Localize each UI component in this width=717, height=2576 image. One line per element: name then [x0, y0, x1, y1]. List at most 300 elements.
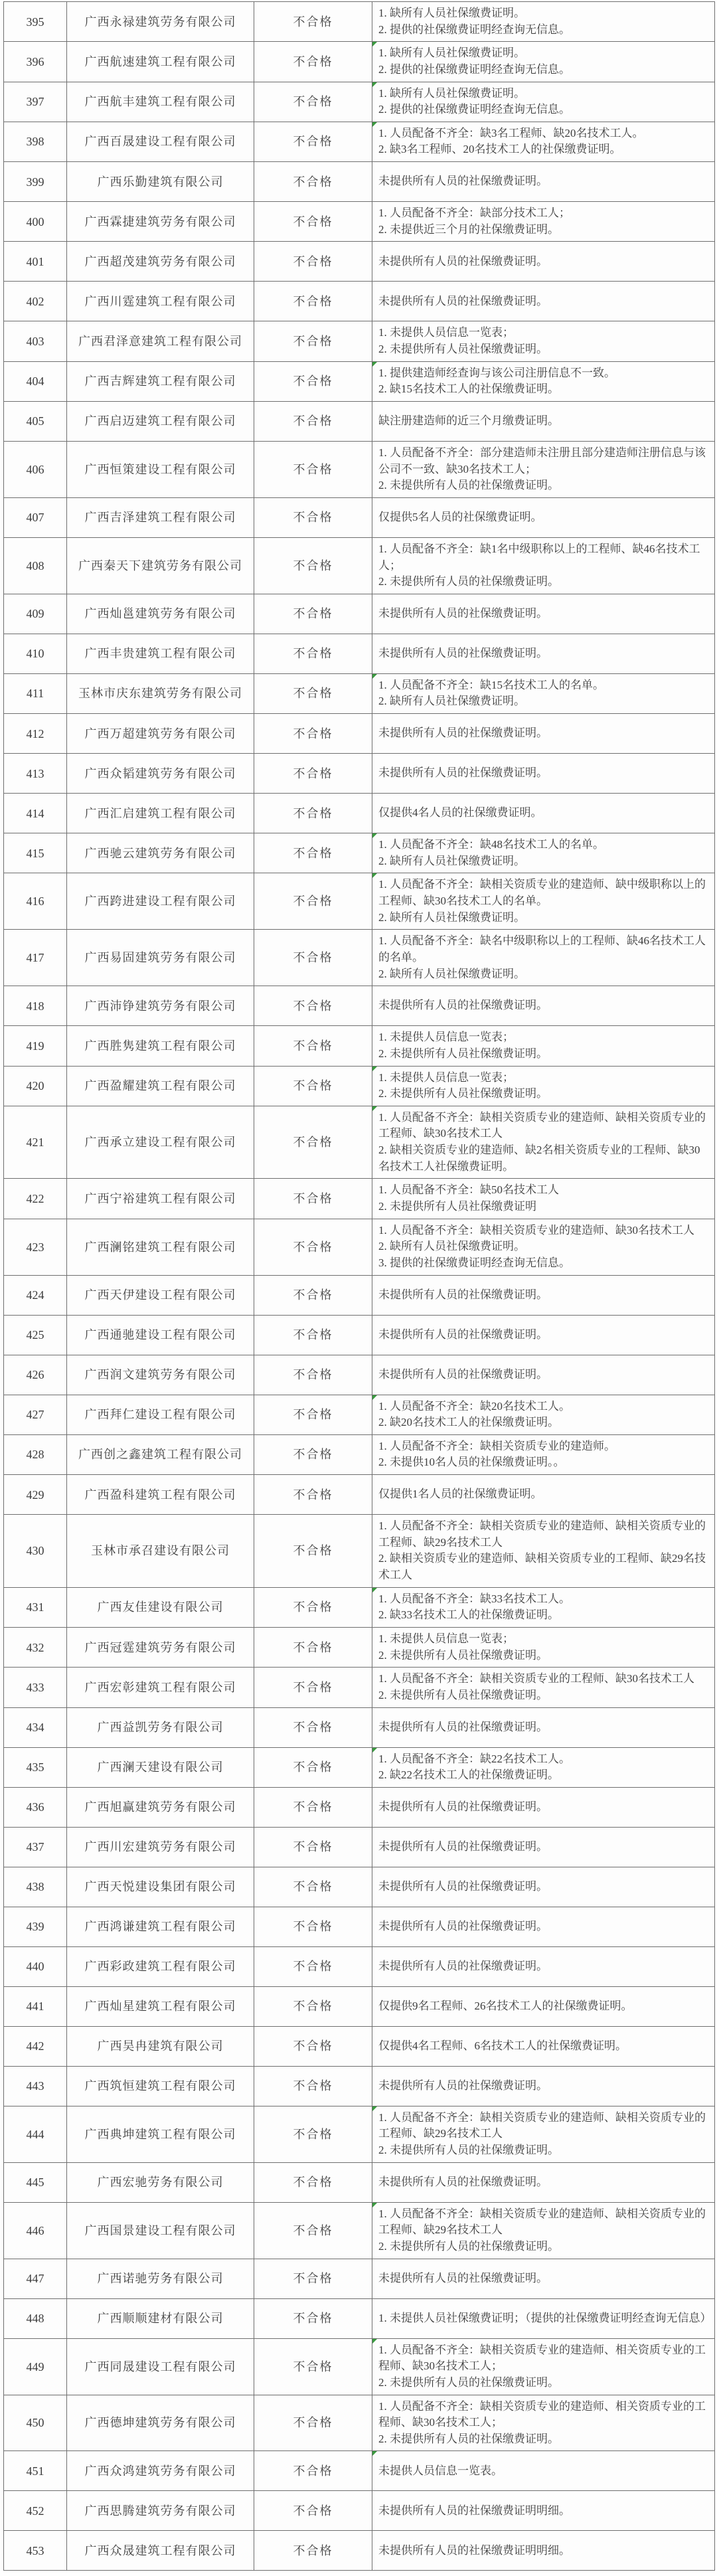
- reason-cell: [372, 2451, 715, 2491]
- company-name-cell: 广西永禄建筑劳务有限公司: [67, 2, 254, 42]
- table-row: [4, 321, 715, 361]
- row-number-cell: 425: [4, 1315, 67, 1355]
- company-name-cell: 广西盈耀建筑工程有限公司: [67, 1066, 254, 1106]
- table-row: [4, 1587, 715, 1627]
- table-row: [4, 1627, 715, 1667]
- status-cell: 不合格: [254, 2491, 372, 2531]
- table-row: [4, 2106, 715, 2162]
- row-number-cell: 404: [4, 361, 67, 401]
- company-name-cell: 广西承立建设工程有限公司: [67, 1106, 254, 1179]
- reason-line: 1. 人员配备不齐全：缺相关资质专业的建造师、缺相关资质专业的工程师、缺30名技术工人: [378, 1110, 706, 1140]
- reason-line: 1. 人员配备不齐全：缺33名技术工人。: [378, 1592, 570, 1605]
- row-number-cell: 442: [4, 2026, 67, 2066]
- reason-line: 3. 提供的社保缴费证明经查询无信息。: [378, 1256, 570, 1269]
- row-number-cell: 432: [4, 1627, 67, 1667]
- status-cell: 不合格: [254, 1434, 372, 1474]
- reason-line: 2. 缺20名技术工人的社保缴费证明。: [378, 1416, 559, 1429]
- reason-line: 2. 未提供所有人员的社保缴费证明。: [378, 2375, 559, 2389]
- reason-line: 1. 人员配备不齐全：缺相关资质专业的建造师、缺相关资质专业的工程师、缺29名技术工人: [378, 1519, 706, 1549]
- reason-cell: [372, 1627, 715, 1667]
- reason-line: 1. 人员配备不齐全：缺名中级职称以上的工程师、缺46名技术工人的名单。: [378, 934, 706, 964]
- status-cell: 不合格: [254, 497, 372, 537]
- company-name-cell: 广西启迈建筑工程有限公司: [67, 401, 254, 441]
- row-number-cell: 413: [4, 754, 67, 794]
- status-cell: 不合格: [254, 537, 372, 594]
- row-number-cell: 403: [4, 321, 67, 361]
- row-number-cell: 449: [4, 2338, 67, 2395]
- status-cell: 不合格: [254, 162, 372, 202]
- reason-line: 未提供所有人员的社保缴费证明。: [378, 1720, 548, 1733]
- table-row: [4, 2395, 715, 2451]
- reason-cell: [372, 794, 715, 833]
- table-row: [4, 1219, 715, 1275]
- status-cell: 不合格: [254, 1827, 372, 1867]
- reason-line: 2. 缺相关资质专业的建造师、缺相关资质专业的工程师、缺29名技术工人: [378, 1552, 706, 1582]
- cell-corner-marker-icon: [372, 122, 377, 127]
- row-number-cell: 444: [4, 2106, 67, 2162]
- table-row: [4, 634, 715, 673]
- table-row: [4, 1867, 715, 1907]
- table-row: [4, 1315, 715, 1355]
- reason-line: 2. 缺所有人员社保缴费证明。: [378, 695, 525, 708]
- reason-cell: [372, 986, 715, 1026]
- status-cell: 不合格: [254, 1986, 372, 2026]
- reason-line: 1. 未提供人员信息一览表；: [378, 1632, 514, 1645]
- table-row: [4, 42, 715, 82]
- status-cell: 不合格: [254, 1315, 372, 1355]
- reason-cell: [372, 2491, 715, 2531]
- status-cell: 不合格: [254, 2298, 372, 2338]
- company-name-cell: 广西众鸿建筑劳务有限公司: [67, 2451, 254, 2491]
- reason-line: 1. 未提供人员社保缴费证明；（提供的社保缴费证明经查询无信息）: [378, 2311, 712, 2324]
- reason-line: 未提供所有人员的社保缴费证明。: [378, 2271, 548, 2284]
- reason-line: 1. 人员配备不齐全：缺15名技术工人的名单。: [378, 678, 604, 691]
- company-name-cell: 广西彩政建筑工程有限公司: [67, 1946, 254, 1986]
- row-number-cell: 397: [4, 82, 67, 122]
- reason-cell: [372, 873, 715, 930]
- row-number-cell: 434: [4, 1707, 67, 1747]
- company-name-cell: 广西宏驰劳务有限公司: [67, 2162, 254, 2202]
- company-name-cell: 广西灿邕建筑劳务有限公司: [67, 594, 254, 634]
- reason-line: 未提供所有人员的社保缴费证明明细。: [378, 2504, 570, 2517]
- row-number-cell: 418: [4, 986, 67, 1026]
- reason-line: 2. 提供的社保缴费证明经查询无信息。: [378, 23, 570, 36]
- reason-line: 未提供所有人员的社保缴费证明。: [378, 1840, 548, 1853]
- reason-line: 未提供所有人员的社保缴费证明。: [378, 1800, 548, 1813]
- company-name-cell: 广西通驰建设工程有限公司: [67, 1315, 254, 1355]
- status-cell: 不合格: [254, 1515, 372, 1588]
- reason-line: 未提供所有人员的社保缴费证明。: [378, 2079, 548, 2092]
- status-cell: 不合格: [254, 1787, 372, 1827]
- row-number-cell: 419: [4, 1026, 67, 1066]
- reason-cell: [372, 441, 715, 497]
- row-number-cell: 402: [4, 282, 67, 321]
- company-name-cell: 广西航丰建筑工程有限公司: [67, 82, 254, 122]
- row-number-cell: 405: [4, 401, 67, 441]
- reason-line: 2. 未提供所有人员的社保缴费证明。: [378, 575, 559, 588]
- table-row: [4, 1668, 715, 1707]
- row-number-cell: 446: [4, 2202, 67, 2259]
- status-cell: 不合格: [254, 754, 372, 794]
- company-name-cell: 广西川霆建筑工程有限公司: [67, 282, 254, 321]
- status-cell: 不合格: [254, 1946, 372, 1986]
- status-cell: 不合格: [254, 2259, 372, 2298]
- company-name-cell: 广西天悦建设集团有限公司: [67, 1867, 254, 1907]
- company-name-cell: 广西国景建设工程有限公司: [67, 2202, 254, 2259]
- row-number-cell: 401: [4, 242, 67, 282]
- status-cell: 不合格: [254, 282, 372, 321]
- row-number-cell: 408: [4, 537, 67, 594]
- row-number-cell: 453: [4, 2531, 67, 2571]
- company-name-cell: 广西汇启建筑工程有限公司: [67, 794, 254, 833]
- reason-cell: [372, 2259, 715, 2298]
- company-name-cell: 广西宏彰建筑工程有限公司: [67, 1668, 254, 1707]
- reason-line: 未提供所有人员的社保缴费证明。: [378, 766, 548, 780]
- row-number-cell: 399: [4, 162, 67, 202]
- company-name-cell: 广西宁裕建筑工程有限公司: [67, 1179, 254, 1219]
- status-cell: 不合格: [254, 1066, 372, 1106]
- reason-line: 2. 未提供所有人员社保缴费证明。: [378, 343, 548, 356]
- reason-line: 1. 人员配备不齐全：缺3名工程师、缺20名技术工人。: [378, 126, 644, 139]
- company-name-cell: 广西昊冉建筑有限公司: [67, 2026, 254, 2066]
- reason-line: 2. 未提供近三个月的社保缴费证明。: [378, 222, 559, 236]
- company-name-cell: 广西万超建筑劳务有限公司: [67, 714, 254, 754]
- company-name-cell: 广西乐勤建筑有限公司: [67, 162, 254, 202]
- status-cell: 不合格: [254, 361, 372, 401]
- table-row: [4, 2, 715, 42]
- cell-corner-marker-icon: [372, 82, 377, 87]
- table-row: [4, 1026, 715, 1066]
- status-cell: 不合格: [254, 1747, 372, 1787]
- table-row: [4, 1515, 715, 1588]
- company-name-cell: 广西超茂建筑劳务有限公司: [67, 242, 254, 282]
- reason-line: 1. 人员配备不齐全：缺相关资质专业的建造师、相关资质专业的工程师、缺30名技术工人；: [378, 2399, 706, 2429]
- cell-corner-marker-icon: [372, 1748, 377, 1753]
- company-name-cell: 广西众韬建筑劳务有限公司: [67, 754, 254, 794]
- row-number-cell: 400: [4, 202, 67, 242]
- reason-cell: [372, 1106, 715, 1179]
- status-cell: 不合格: [254, 873, 372, 930]
- table-row: [4, 1827, 715, 1867]
- reason-line: 1. 人员配备不齐全：缺20名技术工人。: [378, 1399, 570, 1413]
- company-name-cell: 广西润文建筑劳务有限公司: [67, 1355, 254, 1395]
- status-cell: 不合格: [254, 202, 372, 242]
- reason-cell: [372, 2338, 715, 2395]
- reason-cell: [372, 82, 715, 122]
- reason-cell: [372, 2531, 715, 2571]
- status-cell: 不合格: [254, 1627, 372, 1667]
- table-row: [4, 1106, 715, 1179]
- reason-line: 1. 人员配备不齐全：缺50名技术工人: [378, 1183, 559, 1197]
- status-cell: 不合格: [254, 42, 372, 82]
- reason-line: 2. 未提供所有人员的社保缴费证明。: [378, 2144, 559, 2157]
- reason-line: 1. 人员配备不齐全：缺22名技术工人。: [378, 1752, 570, 1765]
- reason-line: 1. 人员配备不齐全：缺相关资质专业的建造师。: [378, 1439, 615, 1452]
- status-cell: 不合格: [254, 673, 372, 713]
- table-row: [4, 2338, 715, 2395]
- reason-cell: [372, 714, 715, 754]
- cell-corner-marker-icon: [372, 1067, 377, 1071]
- status-cell: 不合格: [254, 1668, 372, 1707]
- cell-corner-marker-icon: [372, 2203, 377, 2207]
- reason-line: 2. 未提供所有人员的社保缴费证明。: [378, 479, 559, 492]
- reason-cell: [372, 1219, 715, 1275]
- reason-line: 1. 人员配备不齐全：缺相关资质专业的建造师、缺30名技术工人: [378, 1223, 694, 1237]
- reason-line: 2. 提供的社保缴费证明经查询无信息。: [378, 62, 570, 76]
- company-name-cell: 广西诺驰劳务有限公司: [67, 2259, 254, 2298]
- row-number-cell: 422: [4, 1179, 67, 1219]
- row-number-cell: 452: [4, 2491, 67, 2531]
- status-cell: 不合格: [254, 1867, 372, 1907]
- reason-line: 2. 缺所有人员社保缴费证明。: [378, 854, 525, 867]
- table-row: [4, 1066, 715, 1106]
- reason-cell: [372, 754, 715, 794]
- table-row: [4, 122, 715, 161]
- table-row: [4, 1707, 715, 1747]
- cell-corner-marker-icon: [372, 2106, 377, 2111]
- cell-corner-marker-icon: [372, 42, 377, 46]
- row-number-cell: 411: [4, 673, 67, 713]
- table-row: [4, 401, 715, 441]
- reason-line: 2. 未提供所有人员的社保缴费证明。: [378, 2432, 559, 2445]
- reason-cell: [372, 2162, 715, 2202]
- company-name-cell: 广西川宏建筑劳务有限公司: [67, 1827, 254, 1867]
- table-row: [4, 361, 715, 401]
- company-name-cell: 广西天伊建设工程有限公司: [67, 1275, 254, 1315]
- reason-line: 仅提供1名人员的社保缴费证明。: [378, 1488, 542, 1501]
- row-number-cell: 407: [4, 497, 67, 537]
- reason-line: 未提供所有人员的社保缴费证明。: [378, 1879, 548, 1893]
- status-cell: 不合格: [254, 1219, 372, 1275]
- table-row: [4, 1434, 715, 1474]
- status-cell: 不合格: [254, 1275, 372, 1315]
- reason-cell: [372, 594, 715, 634]
- row-number-cell: 448: [4, 2298, 67, 2338]
- reason-line: 2. 未提供所有人员的社保缴费证明。: [378, 2240, 559, 2253]
- status-cell: 不合格: [254, 794, 372, 833]
- reason-cell: [372, 833, 715, 873]
- reason-line: 2. 缺22名技术工人的社保缴费证明。: [378, 1768, 559, 1782]
- status-cell: 不合格: [254, 1179, 372, 1219]
- reason-cell: [372, 1668, 715, 1707]
- row-number-cell: 415: [4, 833, 67, 873]
- reason-line: 1. 未提供人员信息一览表；: [378, 1071, 514, 1084]
- reason-cell: [372, 401, 715, 441]
- table-row: [4, 2162, 715, 2202]
- reason-cell: [372, 2106, 715, 2162]
- reason-cell: [372, 2026, 715, 2066]
- status-cell: 不合格: [254, 1026, 372, 1066]
- row-number-cell: 426: [4, 1355, 67, 1395]
- reason-line: 1. 人员配备不齐全：缺相关资质专业的工程师、缺30名技术工人: [378, 1672, 694, 1685]
- company-name-cell: 广西众晟建筑工程有限公司: [67, 2531, 254, 2571]
- table-row: [4, 2298, 715, 2338]
- reason-cell: [372, 321, 715, 361]
- company-name-cell: 广西冠霆建筑劳务有限公司: [67, 1627, 254, 1667]
- reason-line: 2. 未提供所有人员社保缴费证明。: [378, 1087, 548, 1100]
- company-name-cell: 广西丰贵建筑工程有限公司: [67, 634, 254, 673]
- reason-cell: [372, 2066, 715, 2106]
- reason-cell: [372, 1747, 715, 1787]
- reason-cell: [372, 1907, 715, 1946]
- company-name-cell: 广西筑恒建筑工程有限公司: [67, 2066, 254, 2106]
- row-number-cell: 450: [4, 2395, 67, 2451]
- reason-line: 未提供所有人员的社保缴费证明。: [378, 727, 548, 740]
- row-number-cell: 436: [4, 1787, 67, 1827]
- status-cell: 不合格: [254, 833, 372, 873]
- table-row: [4, 1179, 715, 1219]
- row-number-cell: 423: [4, 1219, 67, 1275]
- row-number-cell: 443: [4, 2066, 67, 2106]
- cell-corner-marker-icon: [372, 1395, 377, 1400]
- cell-corner-marker-icon: [372, 1588, 377, 1592]
- reason-cell: [372, 42, 715, 82]
- table-row: [4, 282, 715, 321]
- table-row: [4, 82, 715, 122]
- company-name-cell: 广西盈科建筑工程有限公司: [67, 1475, 254, 1515]
- reason-line: 2. 未提供所有人员社保缴费证明。: [378, 1047, 548, 1060]
- reason-line: 仅提供4名工程师、6名技术工人的社保缴费证明。: [378, 2039, 627, 2052]
- reason-line: 2. 缺相关资质专业的建造师、缺2名相关资质专业的工程师、缺30名技术工人社保缴费证明。: [378, 1144, 700, 1173]
- reason-line: 未提供所有人员的社保缴费证明。: [378, 294, 548, 307]
- table-row: [4, 930, 715, 986]
- reason-line: 1. 人员配备不齐全：缺部分技术工人；: [378, 207, 570, 220]
- reason-cell: [372, 634, 715, 673]
- table-row: [4, 497, 715, 537]
- reason-cell: [372, 1587, 715, 1627]
- reason-cell: [372, 1066, 715, 1106]
- reason-cell: [372, 1026, 715, 1066]
- company-name-cell: 广西益凯劳务有限公司: [67, 1707, 254, 1747]
- reason-line: 2. 缺15名技术工人的社保缴费证明。: [378, 383, 559, 396]
- table-row: [4, 673, 715, 713]
- reason-cell: [372, 361, 715, 401]
- company-name-cell: 广西沛铮建筑劳务有限公司: [67, 986, 254, 1026]
- reason-line: 未提供所有人员的社保缴费证明。: [378, 175, 548, 188]
- reason-cell: [372, 930, 715, 986]
- reason-cell: [372, 1434, 715, 1474]
- reason-line: 未提供所有人员的社保缴费证明。: [378, 254, 548, 268]
- cell-corner-marker-icon: [372, 362, 377, 367]
- reason-line: 缺注册建造师的近三个月缴费证明。: [378, 414, 559, 428]
- row-number-cell: 430: [4, 1515, 67, 1588]
- company-name-cell: 广西澜天建设有限公司: [67, 1747, 254, 1787]
- reason-line: 2. 缺所有人员社保缴费证明。: [378, 910, 525, 924]
- company-name-cell: 广西鸿谦建筑工程有限公司: [67, 1907, 254, 1946]
- reason-line: 1. 人员配备不齐全：缺相关资质专业的建造师、缺中级职称以上的工程师、缺30名技术工人的名单。: [378, 878, 706, 908]
- reason-line: 1. 人员配备不齐全：缺1名中级职称以上的工程师、缺46名技术工人；: [378, 542, 700, 572]
- table-row: [4, 873, 715, 930]
- row-number-cell: 441: [4, 1986, 67, 2026]
- reason-line: 未提供所有人员的社保缴费证明。: [378, 1919, 548, 1932]
- company-name-cell: 广西百晟建设工程有限公司: [67, 122, 254, 161]
- reason-cell: [372, 1275, 715, 1315]
- company-name-cell: 广西驰云建筑劳务有限公司: [67, 833, 254, 873]
- reason-line: 未提供人员信息一览表。: [378, 2464, 503, 2477]
- company-name-cell: 广西恒策建设工程有限公司: [67, 441, 254, 497]
- table-row: [4, 1946, 715, 1986]
- company-name-cell: 广西秦天下建筑劳务有限公司: [67, 537, 254, 594]
- table-row: [4, 2531, 715, 2571]
- status-cell: 不合格: [254, 1587, 372, 1627]
- row-number-cell: 447: [4, 2259, 67, 2298]
- status-cell: 不合格: [254, 2106, 372, 2162]
- company-name-cell: 广西吉泽建筑工程有限公司: [67, 497, 254, 537]
- status-cell: 不合格: [254, 242, 372, 282]
- reason-cell: [372, 1315, 715, 1355]
- table-row: [4, 1907, 715, 1946]
- table-row: [4, 1747, 715, 1787]
- status-cell: 不合格: [254, 2338, 372, 2395]
- reason-line: 未提供所有人员的社保缴费证明。: [378, 1288, 548, 1301]
- row-number-cell: 421: [4, 1106, 67, 1179]
- table-row: [4, 986, 715, 1026]
- status-cell: 不合格: [254, 441, 372, 497]
- reason-cell: [372, 162, 715, 202]
- company-name-cell: 玉林市承召建设有限公司: [67, 1515, 254, 1588]
- company-name-cell: 广西思腾建筑劳务有限公司: [67, 2491, 254, 2531]
- company-name-cell: 广西拜仁建设工程有限公司: [67, 1395, 254, 1434]
- reason-cell: [372, 673, 715, 713]
- reason-cell: [372, 1355, 715, 1395]
- table-row: [4, 2026, 715, 2066]
- reason-line: 2. 未提供所有人员社保缴费证明。: [378, 1648, 548, 1662]
- reason-line: 未提供所有人员的社保缴费证明。: [378, 999, 548, 1012]
- reason-cell: [372, 1707, 715, 1747]
- reason-line: 1. 缺所有人员社保缴费证明。: [378, 7, 525, 19]
- reason-line: 1. 人员配备不齐全：缺48名技术工人的名单。: [378, 838, 604, 851]
- company-name-cell: 广西德坤建筑劳务有限公司: [67, 2395, 254, 2451]
- reason-line: 2. 缺33名技术工人的社保缴费证明。: [378, 1608, 559, 1622]
- reason-line: 1. 人员配备不齐全：缺相关资质专业的建造师、相关资质专业的工程师、缺30名技术工人；: [378, 2343, 706, 2373]
- table-row: [4, 537, 715, 594]
- reason-cell: [372, 2202, 715, 2259]
- row-number-cell: 417: [4, 930, 67, 986]
- table-row: [4, 1986, 715, 2026]
- reason-cell: [372, 242, 715, 282]
- reason-line: 仅提供9名工程师、26名技术工人的社保缴费证明。: [378, 1999, 633, 2012]
- status-cell: 不合格: [254, 2451, 372, 2491]
- reason-cell: [372, 1867, 715, 1907]
- reason-line: 未提供所有人员的社保缴费证明。: [378, 1328, 548, 1341]
- row-number-cell: 427: [4, 1395, 67, 1434]
- row-number-cell: 433: [4, 1668, 67, 1707]
- table-row: [4, 2066, 715, 2106]
- table-row: [4, 2202, 715, 2259]
- table-row: [4, 1355, 715, 1395]
- reason-cell: [372, 1515, 715, 1588]
- table-row: [4, 2491, 715, 2531]
- status-cell: 不合格: [254, 1475, 372, 1515]
- company-name-cell: 广西典坤建筑工程有限公司: [67, 2106, 254, 2162]
- cell-corner-marker-icon: [372, 1106, 377, 1111]
- cell-corner-marker-icon: [372, 2451, 377, 2456]
- table-row: [4, 754, 715, 794]
- reason-line: 1. 人员配备不齐全：部分建造师未注册且部分建造师注册信息与该公司不一致、缺30名技术工人；: [378, 446, 706, 475]
- status-cell: 不合格: [254, 2395, 372, 2451]
- reason-cell: [372, 282, 715, 321]
- reason-cell: [372, 2, 715, 42]
- status-cell: 不合格: [254, 930, 372, 986]
- status-cell: 不合格: [254, 122, 372, 161]
- row-number-cell: 437: [4, 1827, 67, 1867]
- cell-corner-marker-icon: [372, 2339, 377, 2344]
- cell-corner-marker-icon: [372, 833, 377, 838]
- company-name-cell: 广西易固建筑劳务有限公司: [67, 930, 254, 986]
- reason-line: 未提供所有人员的社保缴费证明明细。: [378, 2543, 570, 2557]
- reason-cell: [372, 1395, 715, 1434]
- row-number-cell: 409: [4, 594, 67, 634]
